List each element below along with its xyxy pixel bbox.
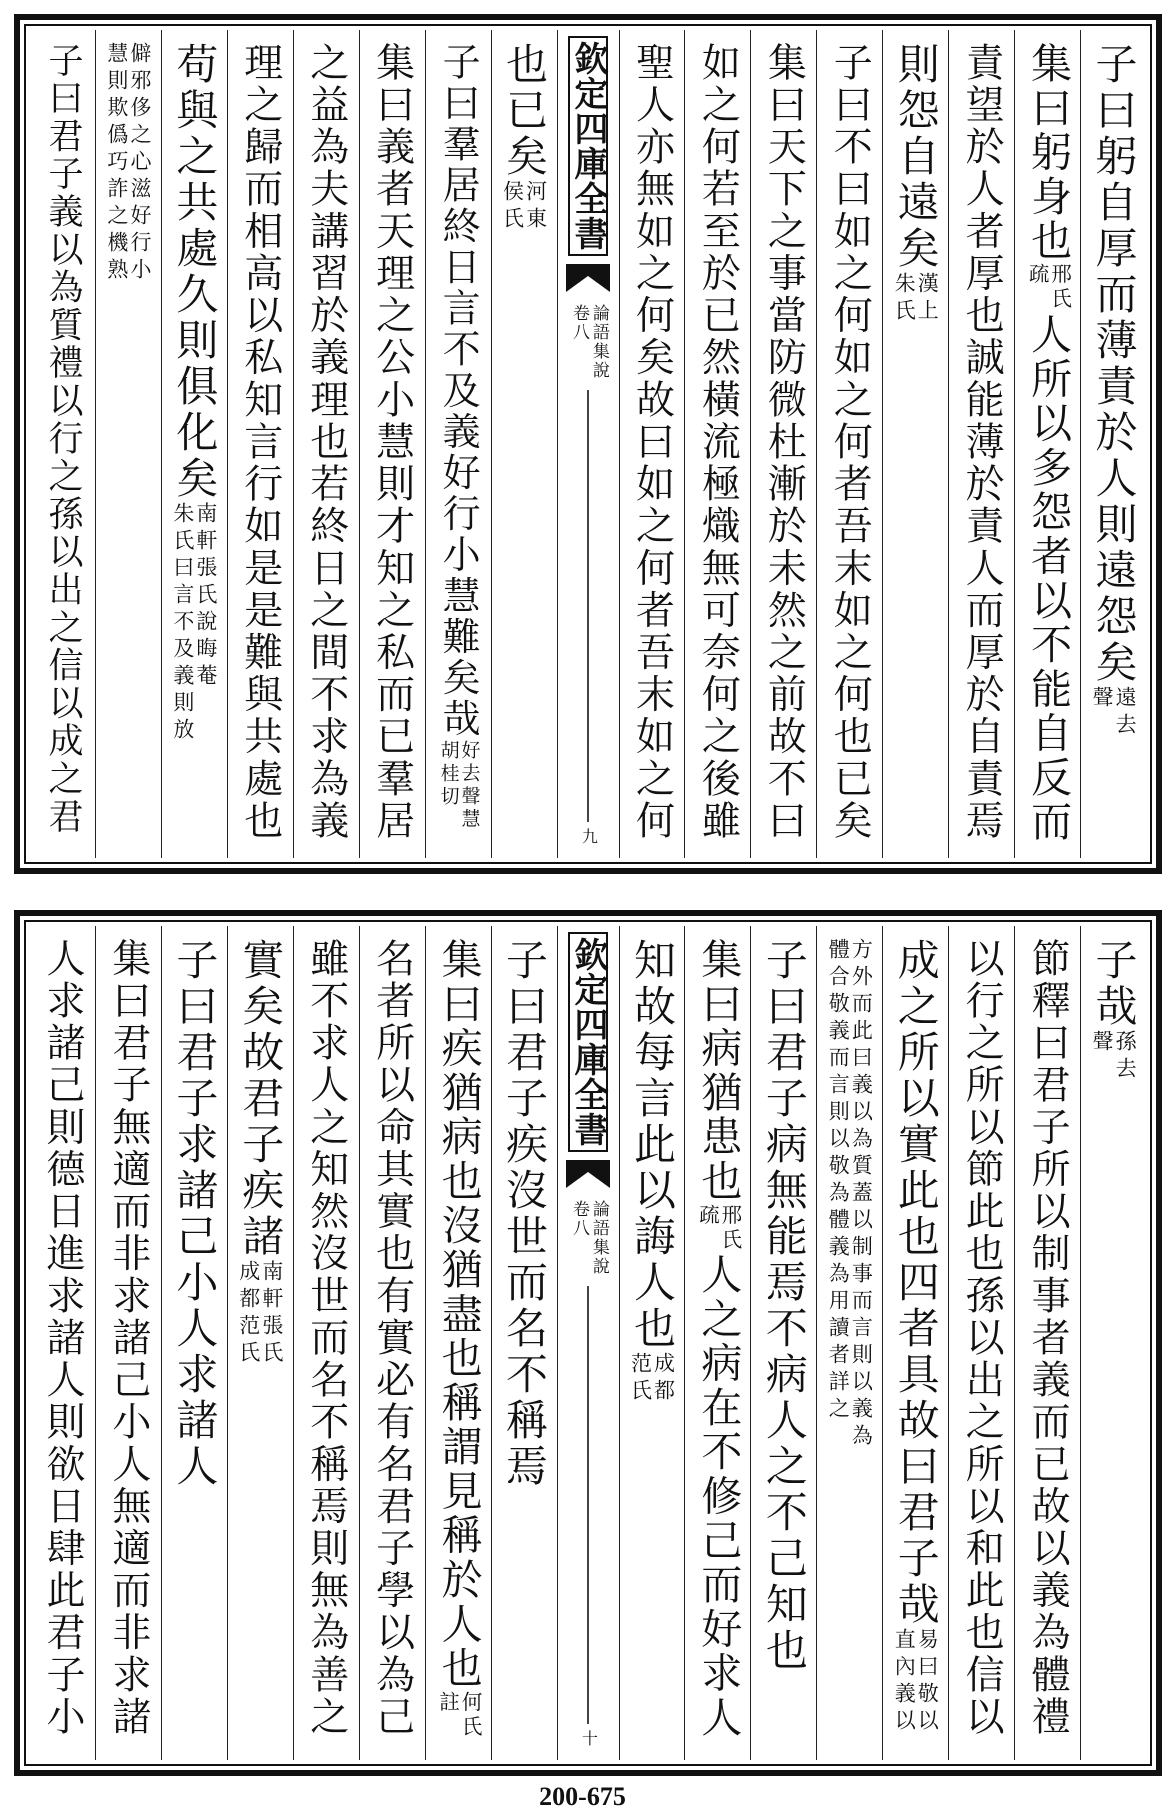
annotation-line: 好去聲慧 bbox=[458, 739, 481, 831]
column-body bbox=[369, 938, 415, 1748]
column-body bbox=[695, 42, 741, 846]
annotation-line: 直內義以 bbox=[892, 1628, 917, 1736]
main-text: 則怨自遠矣 bbox=[891, 42, 941, 272]
column-body bbox=[303, 938, 349, 1748]
main-text: 如之何若至於已然橫流極熾無可奈何之後雖 bbox=[695, 42, 741, 843]
annotation-line: 范氏 bbox=[628, 1352, 653, 1406]
fold-line bbox=[587, 390, 589, 822]
top-page bbox=[14, 14, 1162, 874]
annotation-line: 成都 bbox=[651, 1352, 676, 1406]
volume-label: 卷八 bbox=[569, 304, 589, 342]
column-body bbox=[438, 42, 479, 846]
annotation bbox=[629, 1352, 674, 1406]
text-column bbox=[425, 30, 491, 858]
annotation-line: 易曰敬以 bbox=[915, 1628, 940, 1736]
volume-info bbox=[569, 304, 607, 380]
main-text: 集曰天下之事當防微杜漸於未然之前故不曰 bbox=[761, 42, 807, 843]
column-body bbox=[891, 42, 941, 846]
annotation-line: 南軒張氏說晦菴 bbox=[193, 502, 218, 691]
annotation-line: 邢氏 bbox=[717, 1203, 742, 1253]
column-body bbox=[170, 938, 220, 1748]
fold-line bbox=[587, 1286, 589, 1724]
text-column bbox=[30, 926, 95, 1760]
text-column bbox=[359, 30, 425, 858]
annotation bbox=[435, 1690, 483, 1740]
column-body bbox=[827, 938, 872, 1748]
annotation-line: 疏 bbox=[1025, 263, 1050, 289]
volume-label: 卷八 bbox=[569, 1200, 589, 1238]
text-column bbox=[359, 926, 425, 1760]
annotation-line: 體合敬義而言則以敬為體義為用讀者詳之 bbox=[826, 938, 851, 1424]
text-column bbox=[948, 30, 1014, 858]
main-text: 集曰病猶患也 bbox=[694, 938, 743, 1204]
annotation-line: 聲 bbox=[1090, 1030, 1115, 1057]
center-fold-column bbox=[557, 30, 619, 858]
annotation-line: 河東 bbox=[523, 180, 548, 234]
column-body bbox=[434, 938, 483, 1748]
annotation bbox=[1026, 263, 1070, 312]
column-body bbox=[106, 42, 151, 846]
text-column bbox=[750, 30, 816, 858]
annotation bbox=[893, 1628, 938, 1736]
volume-info bbox=[569, 1200, 607, 1276]
main-text: 以行之所以節此也孫以出之所以和此也信以 bbox=[959, 938, 1005, 1739]
annotation-line: 方外而此曰義以為質蓋以制事而言則以義為 bbox=[849, 938, 874, 1451]
annotation-line: 孫去 bbox=[1113, 1030, 1138, 1084]
annotation bbox=[1091, 686, 1136, 740]
column-body bbox=[303, 42, 349, 846]
annotation-line: 聲 bbox=[1090, 686, 1115, 713]
annotation-line: 遠去 bbox=[1113, 686, 1138, 740]
collection-title: 欽定四庫全書 bbox=[568, 932, 608, 1152]
annotation-line: 朱氏 bbox=[892, 272, 917, 326]
text-column bbox=[882, 30, 948, 858]
text-column bbox=[750, 926, 816, 1760]
main-text: 聖人亦無如之何矣故曰如之何者吾末如之何 bbox=[629, 42, 675, 843]
bottom-page bbox=[14, 910, 1162, 1776]
column-body bbox=[694, 938, 743, 1748]
text-column bbox=[948, 926, 1014, 1760]
collection-title: 欽定四庫全書 bbox=[568, 36, 608, 256]
main-text: 名者所以命其實也有實必有名君子學以為己 bbox=[369, 938, 415, 1739]
main-text: 子曰躬自厚而薄責於人則遠怨矣 bbox=[1089, 42, 1139, 686]
text-column bbox=[425, 926, 491, 1760]
book-title: 論語集說 bbox=[588, 304, 609, 380]
column-body bbox=[105, 938, 151, 1748]
column-body bbox=[236, 938, 286, 1748]
leaf-number: 十 bbox=[579, 1730, 599, 1748]
text-column bbox=[1014, 30, 1080, 858]
text-column bbox=[95, 30, 161, 858]
text-column bbox=[684, 926, 750, 1760]
annotation-line: 胡桂切 bbox=[437, 739, 460, 809]
main-text: 子曰君子病無能焉不病人之不己知也 bbox=[759, 938, 809, 1674]
main-text: 集曰君子無適而非求諸己小人無適而非求諸 bbox=[105, 938, 151, 1739]
column-body bbox=[500, 938, 550, 1748]
main-text: 子曰不曰如之何如之何者吾末如之何也已矣 bbox=[827, 42, 873, 843]
main-text: 責望於人者厚也誠能薄於責人而厚於自責焉 bbox=[959, 42, 1005, 843]
text-column bbox=[816, 30, 882, 858]
column-body bbox=[629, 42, 675, 846]
column-body bbox=[170, 42, 220, 846]
text-column bbox=[1014, 926, 1080, 1760]
annotation-line: 漢上 bbox=[915, 272, 940, 326]
column-body bbox=[237, 42, 283, 846]
main-text: 子曰羣居終日言不及義好行小慧難矣哉 bbox=[436, 42, 481, 740]
annotation-line: 朱氏曰言不及義則放 bbox=[170, 502, 195, 745]
annotation bbox=[893, 272, 938, 326]
annotation bbox=[238, 1260, 283, 1368]
main-text: 集曰躬身也 bbox=[1024, 42, 1073, 264]
column-body bbox=[1024, 42, 1073, 846]
text-column bbox=[619, 926, 685, 1760]
fishtail-mark-icon bbox=[566, 264, 610, 294]
annotation-line: 成都范氏 bbox=[236, 1260, 261, 1368]
column-body bbox=[891, 938, 941, 1748]
text-columns bbox=[30, 926, 1146, 1760]
main-text: 苟與之共處久則俱化矣 bbox=[170, 42, 220, 502]
main-text: 成之所以實此也四者具故曰君子哉 bbox=[891, 938, 941, 1628]
book-title: 論語集說 bbox=[588, 1200, 609, 1276]
main-text: 雖不求人之知然沒世而名不稱焉則無為善之 bbox=[303, 938, 349, 1739]
center-fold-column bbox=[557, 926, 619, 1760]
annotation bbox=[106, 42, 151, 285]
main-text: 子曰君子義以為質禮以行之孫以出之信以成之君 bbox=[42, 42, 83, 836]
text-column bbox=[293, 926, 359, 1760]
main-text: 也已矣 bbox=[500, 42, 550, 180]
main-text: 子曰君子疾沒世而名不稱焉 bbox=[500, 938, 550, 1490]
main-text: 子哉 bbox=[1089, 938, 1139, 1030]
main-text: 集曰義者天理之公小慧則才知之私而已羣居 bbox=[369, 42, 415, 843]
main-text: 集曰疾猶病也沒猶盡也稱謂見稱於人也 bbox=[434, 938, 483, 1691]
annotation-line: 南軒張氏 bbox=[259, 1260, 284, 1368]
annotation-line: 何氏 bbox=[458, 1690, 483, 1740]
text-columns bbox=[30, 30, 1146, 858]
text-column bbox=[619, 30, 685, 858]
column-body bbox=[761, 42, 807, 846]
annotation-line: 疏 bbox=[695, 1203, 720, 1229]
annotation bbox=[501, 180, 546, 234]
annotation bbox=[696, 1204, 740, 1253]
text-column bbox=[1080, 926, 1146, 1760]
text-column bbox=[816, 926, 882, 1760]
fishtail-mark-icon bbox=[566, 1160, 610, 1190]
page-number: 200-675 bbox=[539, 1782, 626, 1811]
column-body bbox=[759, 938, 809, 1748]
column-body bbox=[827, 42, 873, 846]
column-body bbox=[42, 42, 83, 846]
main-text: 理之歸而相高以私知言行如是是難與共處也 bbox=[237, 42, 283, 843]
column-body bbox=[1089, 938, 1139, 1748]
text-column bbox=[1080, 30, 1146, 858]
column-body bbox=[39, 938, 85, 1748]
text-column bbox=[95, 926, 161, 1760]
annotation-line: 僻邪侈之心滋好行小 bbox=[127, 42, 152, 285]
main-text-continued: 人之病在不修己而好求人 bbox=[694, 1252, 743, 1740]
annotation bbox=[827, 938, 872, 1451]
text-column bbox=[227, 30, 293, 858]
leaf-number: 九 bbox=[579, 828, 599, 846]
annotation bbox=[172, 502, 217, 745]
column-body bbox=[1025, 938, 1071, 1748]
text-column bbox=[227, 926, 293, 1760]
text-column bbox=[491, 926, 557, 1760]
main-text-continued: 人所以多怨者以不能自反而 bbox=[1024, 312, 1073, 844]
annotation bbox=[438, 740, 479, 831]
annotation-line: 邢氏 bbox=[1047, 263, 1072, 313]
text-column bbox=[161, 926, 227, 1760]
text-column bbox=[161, 30, 227, 858]
text-column bbox=[30, 30, 95, 858]
main-text: 知故每言此以誨人也 bbox=[627, 938, 677, 1352]
column-body bbox=[500, 42, 550, 846]
main-text: 實矣故君子疾諸 bbox=[236, 938, 286, 1260]
text-column bbox=[684, 30, 750, 858]
column-body bbox=[1089, 42, 1139, 846]
annotation-line: 慧則欺僞巧詐之機熟 bbox=[104, 42, 129, 285]
main-text: 子曰君子求諸己小人求諸人 bbox=[170, 938, 220, 1490]
annotation-line: 註 bbox=[435, 1690, 460, 1716]
column-body bbox=[959, 938, 1005, 1748]
main-text: 節釋曰君子所以制事者義而已故以義為體禮 bbox=[1025, 938, 1071, 1739]
text-column bbox=[491, 30, 557, 858]
column-body bbox=[627, 938, 677, 1748]
annotation-line: 侯氏 bbox=[500, 180, 525, 234]
column-body bbox=[959, 42, 1005, 846]
text-column bbox=[882, 926, 948, 1760]
main-text: 之益為夫講習於義理也若終日之間不求為義 bbox=[303, 42, 349, 843]
column-body bbox=[369, 42, 415, 846]
main-text: 人求諸己則德日進求諸人則欲日肆此君子小 bbox=[39, 938, 85, 1739]
text-column bbox=[293, 30, 359, 858]
annotation bbox=[1091, 1030, 1136, 1084]
